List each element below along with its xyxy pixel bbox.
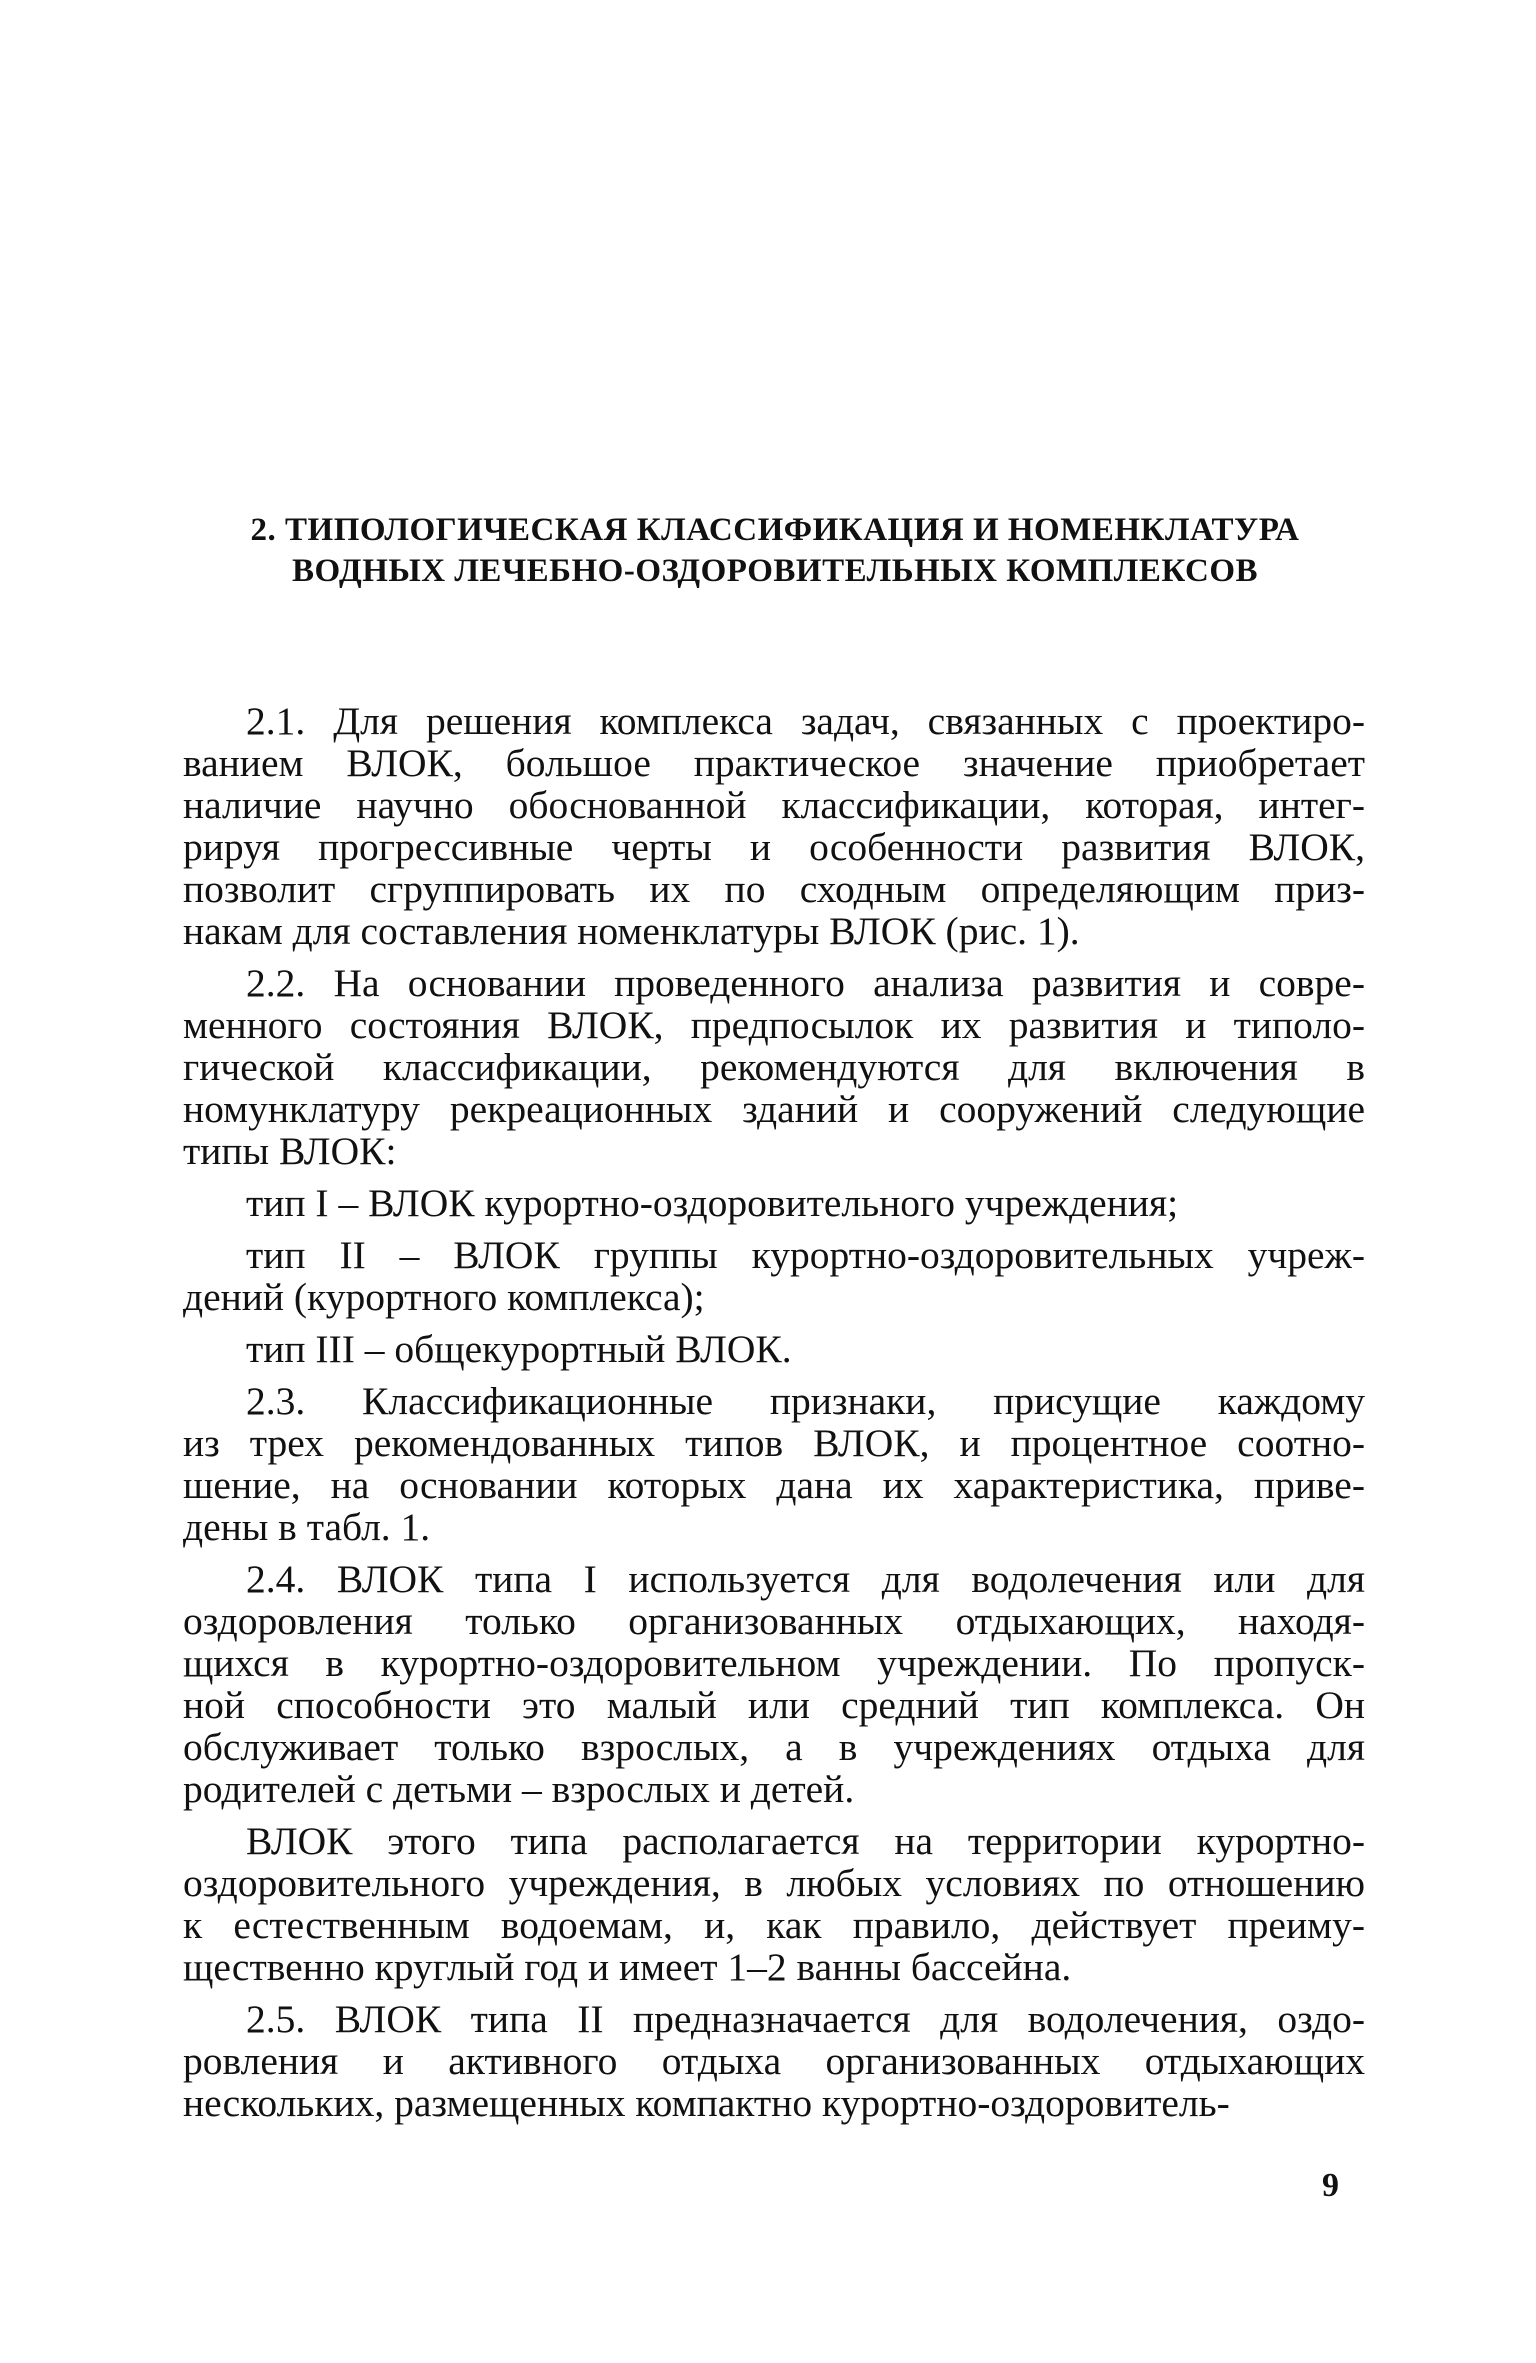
section-heading-line-2: ВОДНЫХ ЛЕЧЕБНО-ОЗДОРОВИТЕЛЬНЫХ КОМПЛЕКСОВ <box>291 553 1259 589</box>
text-line: оздоровительного учреждения, в любых условиях по отношению <box>183 1861 1365 1905</box>
text-line: позволит сгруппировать их по сходным определяющим приз- <box>183 867 1365 911</box>
text-line: ной способности это малый или средний тип комплекса. Он <box>183 1683 1365 1727</box>
text-line: 2.1. Для решения комплекса задач, связанных с проектиро- <box>246 699 1365 743</box>
paragraph-2-3 <box>183 1380 1365 1548</box>
text-line: накам для составления номенклатуры ВЛОК (рис. 1). <box>183 909 1080 953</box>
text-line: щественно круглый год и имеет 1–2 ванны бассейна. <box>183 1945 1072 1989</box>
text-line: щихся в курортно-оздоровительном учреждении. По пропуск- <box>183 1641 1365 1685</box>
text-line: тип I – ВЛОК курортно-оздоровительного учреждения; <box>246 1181 1179 1225</box>
body-text <box>183 700 1365 2124</box>
text-line: родителей с детьми – взрослых и детей. <box>183 1767 855 1811</box>
type-i-item <box>183 1182 1365 1224</box>
text-line: ровления и активного отдыха организованных отдыхающих <box>183 2039 1365 2083</box>
text-line: гической классификации, рекомендуются для включения в <box>183 1045 1365 1089</box>
text-line: 2.4. ВЛОК типа I используется для водолечения или для <box>246 1557 1365 1601</box>
text-line: 2.5. ВЛОК типа II предназначается для водолечения, оздо- <box>246 1997 1365 2041</box>
section-heading <box>160 510 1390 592</box>
paragraph-2-4-continued <box>183 1820 1365 1988</box>
text-line: менного состояния ВЛОК, предпосылок их развития и типоло- <box>183 1003 1365 1047</box>
text-line: ВЛОК этого типа располагается на территории курортно- <box>246 1819 1365 1863</box>
text-line: оздоровления только организованных отдыхающих, находя- <box>183 1599 1365 1643</box>
paragraph-2-2 <box>183 962 1365 1172</box>
text-line: дены в табл. 1. <box>183 1505 431 1549</box>
type-ii-item <box>183 1234 1365 1318</box>
section-heading-line-1: 2. ТИПОЛОГИЧЕСКАЯ КЛАССИФИКАЦИЯ И НОМЕНКЛАТУРА <box>250 512 1300 548</box>
text-line: номунклатуру рекреационных зданий и сооружений следующие <box>183 1087 1365 1131</box>
text-line: 2.3. Классификационные признаки, присущие каждому <box>246 1379 1365 1423</box>
text-line: из трех рекомендованных типов ВЛОК, и процентное соотно- <box>183 1421 1365 1465</box>
type-iii-item <box>183 1328 1365 1370</box>
paragraph-2-4 <box>183 1558 1365 1810</box>
text-line: шение, на основании которых дана их характеристика, приве- <box>183 1463 1365 1507</box>
text-line: к естественным водоемам, и, как правило, действует преиму- <box>183 1903 1365 1947</box>
text-line: тип II – ВЛОК группы курортно-оздоровительных учреж- <box>246 1233 1365 1277</box>
text-line: нескольких, размещенных компактно курортно-оздоровитель- <box>183 2081 1230 2125</box>
text-line: типы ВЛОК: <box>183 1129 397 1173</box>
text-line: рируя прогрессивные черты и особенности развития ВЛОК, <box>183 825 1365 869</box>
text-line: 2.2. На основании проведенного анализа развития и совре- <box>246 961 1365 1005</box>
text-line: дений (курортного комплекса); <box>183 1275 705 1319</box>
page-number: 9 <box>1322 2167 1339 2204</box>
paragraph-2-5 <box>183 1998 1365 2124</box>
text-line: ванием ВЛОК, большое практическое значение приобретает <box>183 741 1365 785</box>
text-line: наличие научно обоснованной классификации, которая, интег- <box>183 783 1365 827</box>
paragraph-2-1 <box>183 700 1365 952</box>
text-line: обслуживает только взрослых, а в учреждениях отдыха для <box>183 1725 1365 1769</box>
text-line: тип III – общекурортный ВЛОК. <box>246 1327 792 1371</box>
